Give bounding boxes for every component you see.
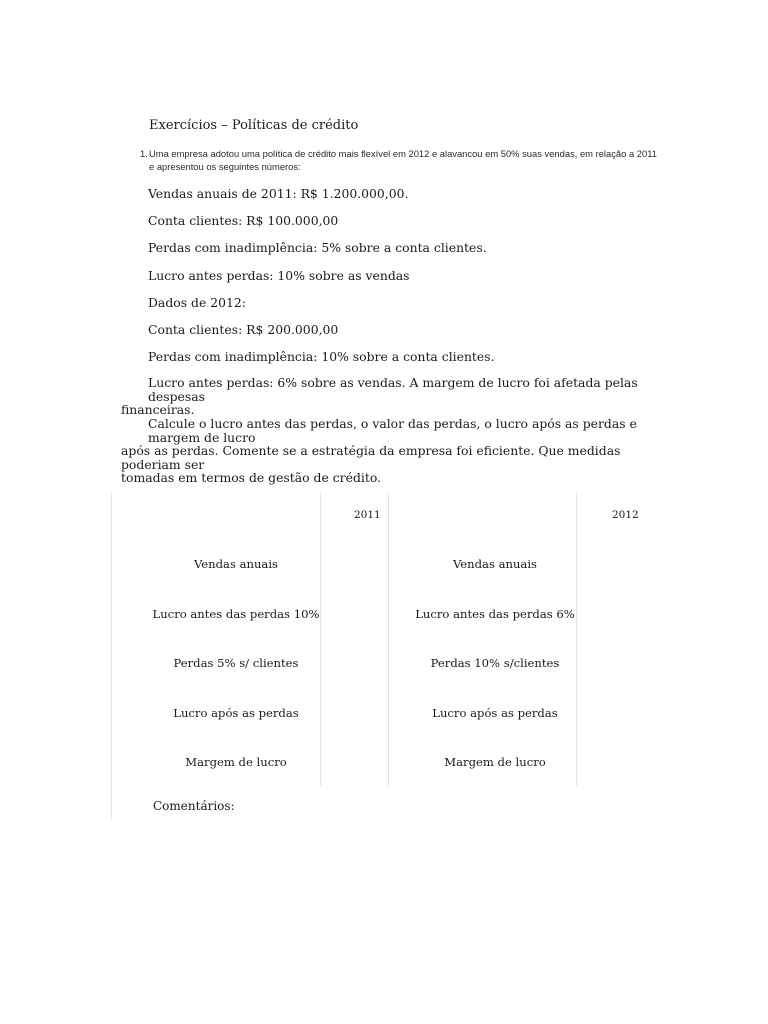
comentarios-label: Comentários: [153, 799, 235, 813]
table-2012-row: Margem de lucro [444, 755, 546, 769]
table-divider [576, 493, 577, 786]
table-2012-row: Lucro após as perdas [432, 706, 558, 720]
exercise-intro-line-1: 1.Uma empresa adotou uma política de crédito mais flexível em 2012 e alavancou em 50% suas vendas, em relação a 2011 [140, 148, 657, 159]
table-2011-row: Perdas 5% s/ clientes [173, 656, 299, 670]
year-2011-header: 2011 [354, 509, 381, 521]
conta-clientes-2011-line: Conta clientes: R$ 100.000,00 [148, 213, 339, 228]
exercise-intro-line-2: e apresentou os seguintes números: [149, 161, 301, 172]
table-divider [388, 493, 389, 786]
perdas-2012-line: Perdas com inadimplência: 10% sobre a conta clientes. [148, 349, 495, 364]
dados-2012-heading: Dados de 2012: [148, 295, 246, 310]
vendas-2011-line: Vendas anuais de 2011: R$ 1.200.000,00. [148, 186, 409, 201]
table-2011-row: Vendas anuais [193, 557, 279, 571]
table-2011-row: Lucro antes das perdas 10% [152, 607, 320, 621]
task-paragraph: Calcule o lucro antes das perdas, o valor das perdas, o lucro após as perdas e margem de lucro após as perdas. Comente se a estratégia da empresa foi eficiente. Que medidas poderiam ser tomadas em termos de gestão de crédito. [121, 416, 637, 486]
exercise-number: 1. [140, 148, 148, 159]
table-left-border [111, 493, 112, 820]
exercise-intro [140, 147, 680, 173]
conta-clientes-2012-line: Conta clientes: R$ 200.000,00 [148, 322, 339, 337]
table-2012-row: Perdas 10% s/clientes [430, 656, 560, 670]
table-2012-row: Vendas anuais [452, 557, 538, 571]
lucro-2012-paragraph: Lucro antes perdas: 6% sobre as vendas. A margem de lucro foi afetada pelas despesas financeiras. [121, 375, 638, 418]
document-title: Exercícios – Políticas de crédito [149, 118, 359, 133]
table-2011-row: Margem de lucro [185, 755, 287, 769]
table-divider [320, 493, 321, 786]
year-2012-header: 2012 [612, 509, 639, 521]
lucro-2011-line: Lucro antes perdas: 10% sobre as vendas [148, 268, 410, 283]
table-2011-row: Lucro após as perdas [173, 706, 299, 720]
perdas-2011-line: Perdas com inadimplência: 5% sobre a conta clientes. [148, 240, 487, 255]
table-2012-row: Lucro antes das perdas 6% [415, 607, 575, 621]
